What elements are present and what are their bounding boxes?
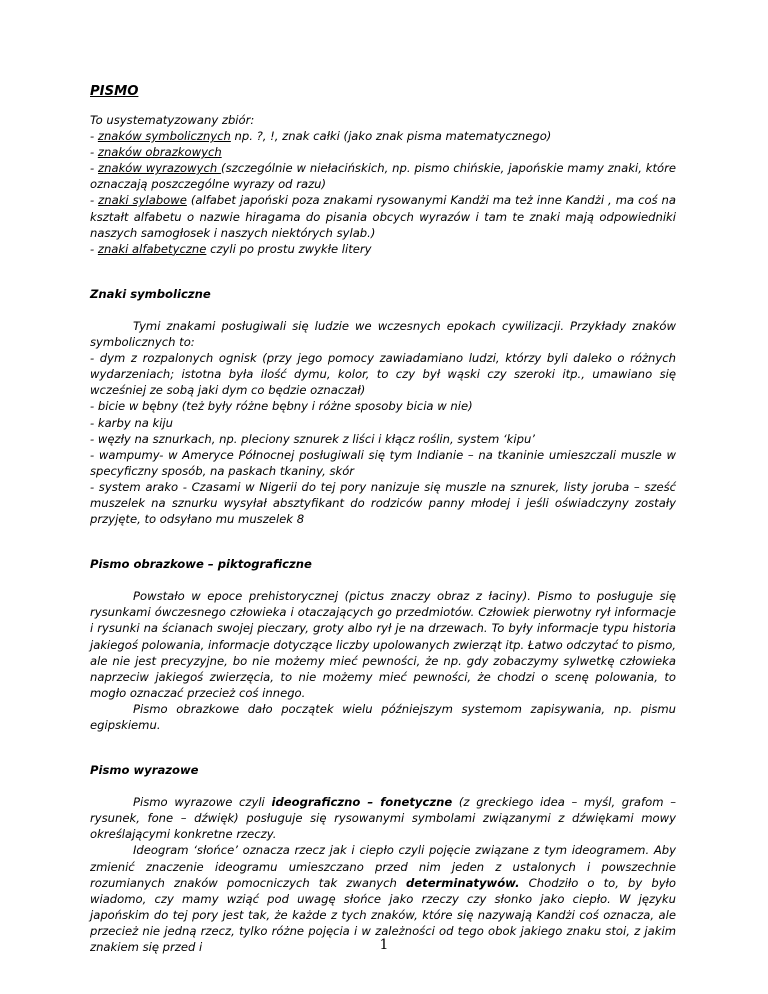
term-link: znaków obrazkowych	[97, 145, 222, 160]
term-link: znaków wyrazowych	[98, 161, 222, 176]
list-item: - węzły na sznurkach, np. pleciony sznurek z liści i kłącz roślin, system ‘kipu’	[90, 431, 535, 446]
section-heading: Pismo obrazkowe – piktograficzne	[90, 557, 312, 572]
intro-item: - znaki sylabowe (alfabet japoński poza znakami rysowanymi Kandżi ma też inne Kandżi , ma coś na kształt alfabetu o nazwie hiragama do pisania obcych wyrazów i tam te znaki mają odpowiedniki naszych samogłosek i naszych niektórych sylab.)	[90, 193, 676, 240]
intro-item: - znaków wyrazowych (szczególnie w niełacińskich, np. pismo chińskie, japońskie mamy znaki, które oznaczają poszczególne wyrazy od razu)	[90, 161, 676, 192]
list-item: - bicie w bębny (też były różne bębny i różne sposoby bicia w nie)	[90, 399, 473, 414]
page-title: PISMO	[90, 84, 139, 99]
list-item: - wampumy- w Ameryce Północnej posługiwali się tym Indianie – na tkaninie umieszczali muszle w specyficzny sposób, na paskach tkaniny, skór	[90, 447, 676, 478]
list-item: - dym z rozpalonych ognisk (przy jego pomocy zawiadamiano ludzi, którzy byli daleko o różnych wydarzeniach; istotna była ilość dymu, kolor, to czy był wąski czy szeroki itp., umawiano się wcześniej ze sobą jaki dym co będzie oznaczał)	[90, 351, 676, 398]
term-link: znaków symbolicznych	[97, 129, 231, 144]
bold-term: determinatywów.	[405, 875, 520, 890]
section-heading: Pismo wyrazowe	[90, 763, 199, 778]
paragraph: Powstało w epoce prehistorycznej (pictus znaczy obraz z łaciny). Pismo to posługuje się rysunkami ówczesnego człowieka i otaczających go przedmiotów. Człowiek pierwotny rył informacje i rysunki na ścianach swojej pieczary, groty albo rył je na drzewach. To były informacje typu historia jakiegoś polowania, informacje dotyczące liczby upolowanych zwierząt itp. Łatwo odczytać to pismo, ale nie jest precyzyjne, bo nie możemy mieć pewności, że np. gdy zobaczymy sylwetkę człowieka naprzeciw jakiegoś zwierzęcia, to nie możemy mieć pewności, że chodzi o scenę polowania, to mogło oznaczać przecież coś innego.	[90, 589, 676, 700]
paragraph: Ideogram ‘słońce’ oznacza rzecz jak i ciepło czyli pojęcie związane z tym ideogramem. Aby zmienić znaczenie ideogramu umieszczano przed nim jeden z ustalonych i powszechnie rozumianych znaków pomocniczych tak zwanych determinatywów. Chodziło o to, by było wiadomo, czy mamy wziąć pod uwagę słońce jako rzeczy czy słonko jako ciepło. W języku japońskim do tej pory jest tak, że każde z tych znaków, które się nazywają Kandżi coś oznacza, ale przecież nie jedną rzecz, tylko różne pojęcia i w zależności od tego obok jakiego znaku stoi, z jakim znakiem się przed i	[90, 843, 676, 955]
bold-term: ideograficzno – fonetyczne	[271, 795, 453, 810]
term-link: znaki sylabowe	[98, 193, 187, 208]
term-link: znaki alfabetyczne	[97, 241, 207, 256]
paragraph: Pismo obrazkowe dało początek wielu późniejszym systemom zapisywania, np. pismu egipskiemu.	[90, 701, 676, 732]
intro-item: - znaków symbolicznych np. ?, !, znak całki (jako znak pisma matematycznego)	[90, 129, 552, 144]
intro-item: - znaki alfabetyczne czyli po prostu zwykłe litery	[90, 241, 372, 256]
paragraph: Tymi znakami posługiwali się ludzie we wczesnych epokach cywilizacji. Przykłady znaków symbolicznych to:	[90, 318, 676, 350]
intro-lead: To usystematyzowany zbiór:	[90, 113, 255, 127]
section-heading: Znaki symboliczne	[90, 286, 211, 301]
document-body	[90, 82, 676, 955]
list-item: - system arako - Czasami w Nigerii do tej pory nanizuje się muszle na sznurek, listy joruba – sześć muszelek na sznurku wysyłał absztyfikant do rodziców panny młodej i jeśli oświadczyny zostały przyjęte, to odsyłano mu muszelek 8	[90, 479, 676, 527]
intro-item: - znaków obrazkowych	[90, 145, 222, 160]
list-item: - karby na kiju	[90, 415, 174, 430]
page-number: 1	[379, 937, 389, 953]
paragraph: Pismo wyrazowe czyli ideograficzno – fonetyczne (z greckiego idea – myśl, grafom – rysunek, fone – dźwięk) posługuje się rysowanymi symbolami związanymi z dźwiękami mowy określającymi konkretne rzeczy.	[90, 795, 676, 842]
